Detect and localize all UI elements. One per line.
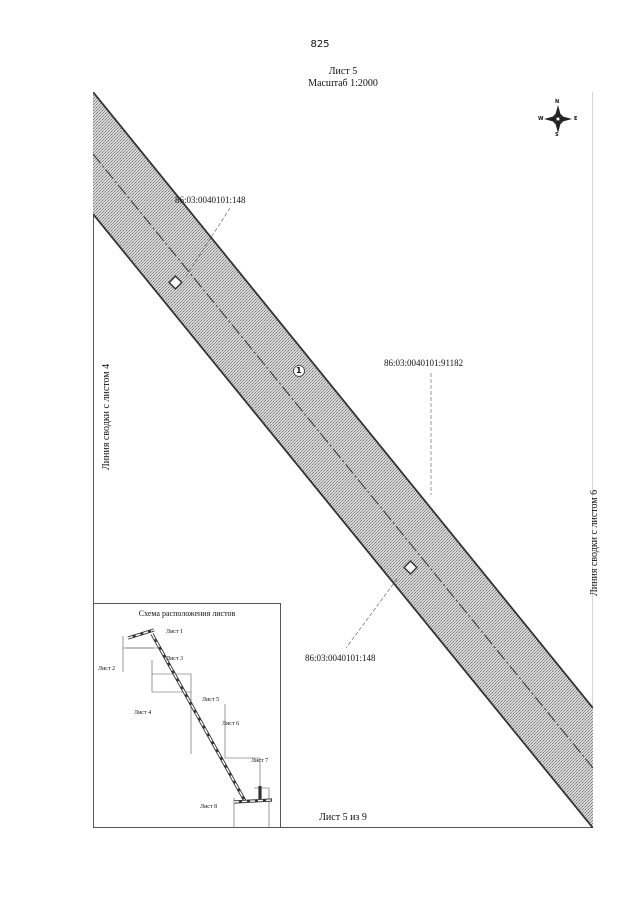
compass-s: S: [555, 132, 559, 138]
page-number: 825: [310, 39, 330, 50]
sheet-title: Лист 5: [328, 66, 358, 77]
parcel-label-upper: 86:03:0040101:148: [175, 195, 246, 205]
parcel-marker-number: 1: [296, 366, 302, 375]
inset-sheet-2: Лист 2: [98, 666, 116, 672]
inset-sheet-6: Лист 6: [222, 721, 240, 727]
inset-title: Схема расположения листов: [138, 609, 236, 618]
inset-sheet-3: Лист 3: [166, 656, 184, 662]
inset-diagram: [94, 604, 280, 827]
scale-label: Масштаб 1:2000: [308, 78, 378, 89]
sheet-counter: Лист 5 из 9: [319, 812, 367, 823]
inset-sheet-5: Лист 5: [202, 697, 220, 703]
compass-e: E: [574, 116, 578, 122]
sheet-layout-inset: [93, 603, 281, 828]
compass-w: W: [538, 116, 544, 122]
inset-sheet-4: Лист 4: [134, 710, 152, 716]
junction-line-left: Линия сводки с листом 4: [101, 363, 112, 470]
compass-rose: [538, 99, 578, 139]
parcel-label-middle: 86:03:0040101:91182: [384, 358, 464, 368]
inset-sheet-7: Лист 7: [251, 758, 269, 764]
leader-line-lower: [346, 579, 397, 648]
parcel-label-lower: 86:03:0040101:148: [305, 653, 376, 663]
junction-line-right: Линия сводки с листом 6: [589, 489, 600, 596]
inset-sheet-1: Лист 1: [166, 629, 184, 635]
compass-n: N: [555, 99, 560, 105]
inset-sheet-8: Лист 8: [200, 804, 218, 810]
